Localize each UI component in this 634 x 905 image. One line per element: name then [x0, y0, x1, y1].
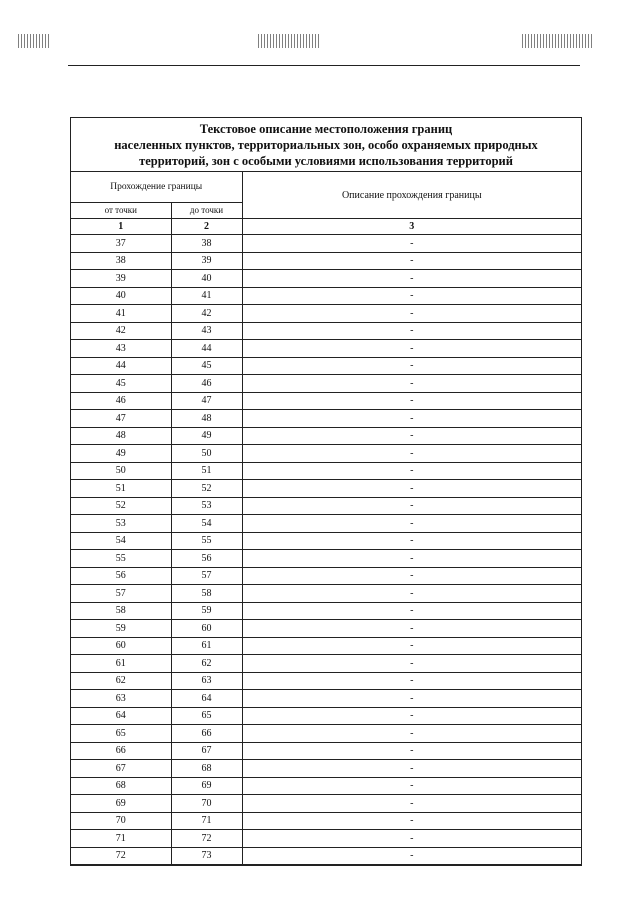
to-cell: 41	[171, 287, 242, 305]
from-cell: 43	[71, 340, 171, 358]
desc-cell: -	[242, 760, 581, 778]
to-cell: 39	[171, 252, 242, 270]
desc-cell: -	[242, 445, 581, 463]
table-row	[71, 550, 581, 568]
table-row	[71, 462, 581, 480]
from-cell: 52	[71, 497, 171, 515]
desc-cell: -	[242, 287, 581, 305]
table-row	[71, 847, 581, 865]
from-cell: 57	[71, 585, 171, 603]
desc-cell: -	[242, 672, 581, 690]
table-row	[71, 305, 581, 323]
table-title	[71, 118, 581, 172]
desc-cell: -	[242, 305, 581, 323]
table-row	[71, 637, 581, 655]
table-row	[71, 795, 581, 813]
desc-cell: -	[242, 637, 581, 655]
table-row	[71, 532, 581, 550]
table-row	[71, 480, 581, 498]
table-row	[71, 410, 581, 428]
from-cell: 68	[71, 777, 171, 795]
to-header: до точки	[171, 203, 242, 219]
table-row	[71, 725, 581, 743]
spacer-cell	[71, 865, 581, 874]
from-cell: 39	[71, 270, 171, 288]
to-cell: 64	[171, 690, 242, 708]
from-cell: 50	[71, 462, 171, 480]
table-row	[71, 567, 581, 585]
desc-cell: -	[242, 322, 581, 340]
from-cell: 56	[71, 567, 171, 585]
from-cell: 53	[71, 515, 171, 533]
header-mark-right	[522, 34, 592, 48]
to-cell: 56	[171, 550, 242, 568]
from-cell: 42	[71, 322, 171, 340]
desc-cell: -	[242, 252, 581, 270]
to-cell: 54	[171, 515, 242, 533]
from-cell: 48	[71, 427, 171, 445]
header-mark-center	[258, 34, 320, 48]
from-header: от точки	[71, 203, 171, 219]
from-cell: 62	[71, 672, 171, 690]
boundary-table	[71, 172, 581, 873]
table-row	[71, 252, 581, 270]
col-number-1: 1	[71, 219, 171, 235]
table-row	[71, 830, 581, 848]
col-number-2: 2	[171, 219, 242, 235]
table-row	[71, 497, 581, 515]
table-row	[71, 270, 581, 288]
to-cell: 42	[171, 305, 242, 323]
table-row	[71, 392, 581, 410]
desc-cell: -	[242, 602, 581, 620]
title-line-2: населенных пунктов, территориальных зон, особо охраняемых природных	[114, 137, 538, 152]
to-cell: 45	[171, 357, 242, 375]
to-cell: 38	[171, 235, 242, 253]
from-cell: 40	[71, 287, 171, 305]
desc-cell: -	[242, 847, 581, 865]
desc-cell: -	[242, 690, 581, 708]
to-cell: 62	[171, 655, 242, 673]
to-cell: 58	[171, 585, 242, 603]
to-cell: 73	[171, 847, 242, 865]
header-rule	[68, 65, 580, 66]
to-cell: 48	[171, 410, 242, 428]
to-cell: 57	[171, 567, 242, 585]
column-number-row	[71, 219, 581, 235]
to-cell: 59	[171, 602, 242, 620]
from-cell: 46	[71, 392, 171, 410]
table-row	[71, 445, 581, 463]
to-cell: 50	[171, 445, 242, 463]
desc-cell: -	[242, 497, 581, 515]
from-cell: 51	[71, 480, 171, 498]
table-row	[71, 690, 581, 708]
to-cell: 47	[171, 392, 242, 410]
from-cell: 58	[71, 602, 171, 620]
desc-cell: -	[242, 725, 581, 743]
from-cell: 38	[71, 252, 171, 270]
desc-cell: -	[242, 515, 581, 533]
group-header: Прохождение границы	[71, 172, 242, 203]
to-cell: 71	[171, 812, 242, 830]
to-cell: 40	[171, 270, 242, 288]
table-row	[71, 777, 581, 795]
to-cell: 66	[171, 725, 242, 743]
table-row	[71, 760, 581, 778]
from-cell: 63	[71, 690, 171, 708]
desc-cell: -	[242, 270, 581, 288]
from-cell: 45	[71, 375, 171, 393]
from-cell: 65	[71, 725, 171, 743]
desc-cell: -	[242, 375, 581, 393]
to-cell: 70	[171, 795, 242, 813]
desc-cell: -	[242, 340, 581, 358]
desc-cell: -	[242, 655, 581, 673]
desc-cell: -	[242, 812, 581, 830]
title-line-3: территорий, зон с особыми условиями использования территорий	[139, 153, 513, 168]
table-row	[71, 602, 581, 620]
from-cell: 47	[71, 410, 171, 428]
desc-cell: -	[242, 235, 581, 253]
desc-cell: -	[242, 567, 581, 585]
from-cell: 59	[71, 620, 171, 638]
desc-cell: -	[242, 462, 581, 480]
desc-cell: -	[242, 707, 581, 725]
to-cell: 72	[171, 830, 242, 848]
to-cell: 44	[171, 340, 242, 358]
table-row	[71, 287, 581, 305]
header-mark-left	[18, 34, 50, 48]
desc-cell: -	[242, 392, 581, 410]
desc-cell: -	[242, 742, 581, 760]
desc-cell: -	[242, 532, 581, 550]
desc-cell: -	[242, 410, 581, 428]
table-row	[71, 812, 581, 830]
header-row	[71, 172, 581, 203]
table-row	[71, 672, 581, 690]
to-cell: 67	[171, 742, 242, 760]
table-row	[71, 620, 581, 638]
from-cell: 54	[71, 532, 171, 550]
from-cell: 66	[71, 742, 171, 760]
to-cell: 53	[171, 497, 242, 515]
table-row	[71, 515, 581, 533]
desc-cell: -	[242, 480, 581, 498]
to-cell: 63	[171, 672, 242, 690]
desc-cell: -	[242, 830, 581, 848]
from-cell: 60	[71, 637, 171, 655]
empty-spacer-row	[71, 865, 581, 874]
from-cell: 71	[71, 830, 171, 848]
from-cell: 41	[71, 305, 171, 323]
desc-cell: -	[242, 777, 581, 795]
to-cell: 68	[171, 760, 242, 778]
table-row	[71, 235, 581, 253]
title-line-1: Текстовое описание местоположения границ	[199, 121, 453, 136]
table-row	[71, 707, 581, 725]
desc-cell: -	[242, 620, 581, 638]
desc-cell: -	[242, 357, 581, 375]
table-row	[71, 655, 581, 673]
from-cell: 69	[71, 795, 171, 813]
from-cell: 70	[71, 812, 171, 830]
col-number-3: 3	[242, 219, 581, 235]
desc-cell: -	[242, 795, 581, 813]
to-cell: 61	[171, 637, 242, 655]
table-row	[71, 427, 581, 445]
boundary-description-table-frame	[70, 117, 582, 866]
desc-cell: -	[242, 585, 581, 603]
desc-header: Описание прохождения границы	[242, 172, 581, 219]
from-cell: 55	[71, 550, 171, 568]
to-cell: 55	[171, 532, 242, 550]
to-cell: 60	[171, 620, 242, 638]
desc-cell: -	[242, 550, 581, 568]
from-cell: 61	[71, 655, 171, 673]
desc-cell: -	[242, 427, 581, 445]
from-cell: 37	[71, 235, 171, 253]
from-cell: 44	[71, 357, 171, 375]
from-cell: 67	[71, 760, 171, 778]
to-cell: 69	[171, 777, 242, 795]
from-cell: 49	[71, 445, 171, 463]
to-cell: 43	[171, 322, 242, 340]
table-row	[71, 375, 581, 393]
to-cell: 52	[171, 480, 242, 498]
to-cell: 65	[171, 707, 242, 725]
table-row	[71, 322, 581, 340]
to-cell: 46	[171, 375, 242, 393]
to-cell: 49	[171, 427, 242, 445]
to-cell: 51	[171, 462, 242, 480]
table-row	[71, 357, 581, 375]
from-cell: 64	[71, 707, 171, 725]
table-row	[71, 340, 581, 358]
table-row	[71, 585, 581, 603]
table-row	[71, 742, 581, 760]
from-cell: 72	[71, 847, 171, 865]
